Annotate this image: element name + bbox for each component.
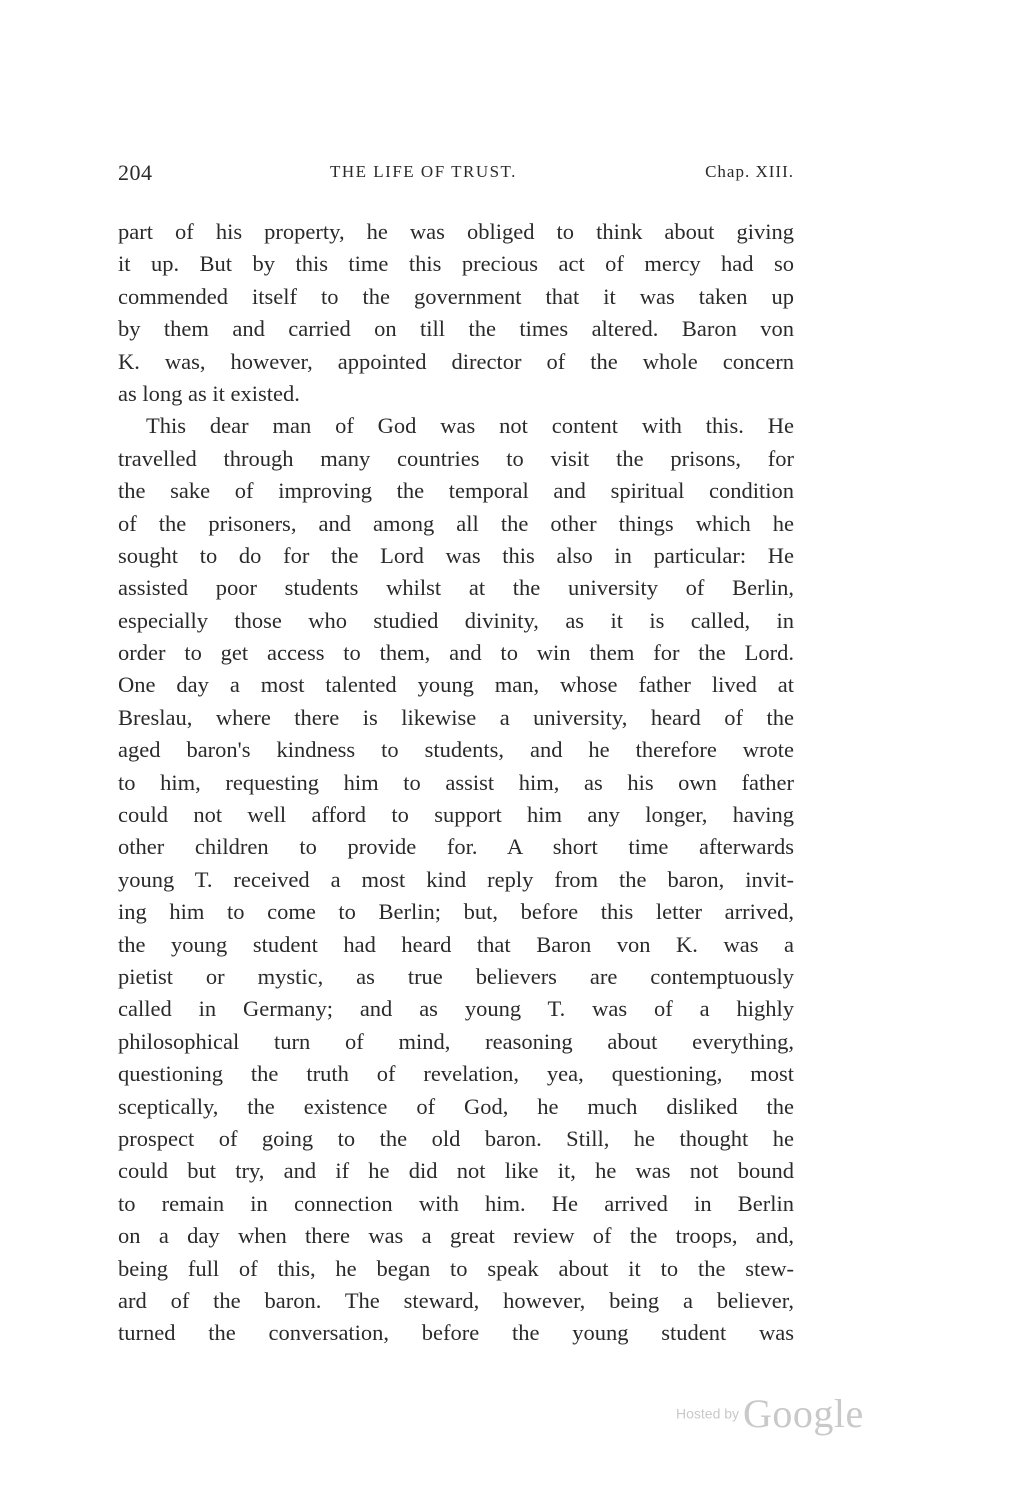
text-line: to remain in connection with him. He arrived in Berlin	[118, 1190, 794, 1216]
text-line: the sake of improving the temporal and spiritual condition	[118, 478, 794, 504]
text-line: assisted poor students whilst at the university of Berlin,	[118, 575, 794, 601]
text-line: called in Germany; and as young T. was of a highly	[118, 996, 794, 1022]
text-line: philosophical turn of mind, reasoning about everything,	[118, 1028, 794, 1054]
hosted-by-watermark	[676, 1390, 896, 1440]
text-line: to him, requesting him to assist him, as his own father	[118, 769, 794, 795]
body-text	[118, 216, 794, 1350]
text-line: could not well afford to support him any longer, having	[118, 802, 794, 828]
text-line: young T. received a most kind reply from the baron, invit-	[118, 866, 794, 892]
page-number: 204	[118, 160, 153, 185]
text-line: the young student had heard that Baron von K. was a	[118, 931, 794, 957]
text-line: sought to do for the Lord was this also in particular: He	[118, 542, 794, 568]
text-line: it up. But by this time this precious act of mercy had so	[118, 251, 794, 277]
text-line: by them and carried on till the times altered. Baron von	[118, 316, 794, 342]
text-line: K. was, however, appointed director of the whole concern	[118, 348, 794, 374]
text-line: part of his property, he was obliged to think about giving	[118, 219, 794, 244]
text-line: prospect of going to the old baron. Still, he thought he	[118, 1125, 794, 1151]
watermark-prefix: Hosted by	[676, 1405, 740, 1422]
text-line: aged baron's kindness to students, and he therefore wrote	[118, 737, 794, 763]
text-line: sceptically, the existence of God, he much disliked the	[118, 1093, 794, 1119]
text-line: This dear man of God was not content with this. He	[146, 413, 794, 439]
text-line: of the prisoners, and among all the other things which he	[118, 510, 794, 536]
text-line: could but try, and if he did not like it, he was not bound	[118, 1158, 794, 1184]
text-line: order to get access to them, and to win them for the Lord.	[118, 640, 794, 666]
text-line: other children to provide for. A short time afterwards	[118, 834, 794, 860]
text-line: ing him to come to Berlin; but, before this letter arrived,	[118, 899, 794, 925]
text-line: on a day when there was a great review of the troops, and,	[118, 1223, 794, 1249]
text-line: ard of the baron. The steward, however, being a believer,	[118, 1287, 794, 1313]
text-line: Breslau, where there is likewise a university, heard of the	[118, 704, 794, 730]
text-line: turned the conversation, before the young student was	[118, 1320, 794, 1346]
text-line: travelled through many countries to visit the prisons, for	[118, 445, 794, 471]
text-line: commended itself to the government that it was taken up	[118, 283, 794, 309]
running-head	[118, 160, 794, 190]
text-line: One day a most talented young man, whose father lived at	[118, 672, 794, 698]
text-line: pietist or mystic, as true believers are contemptuously	[118, 963, 794, 989]
chapter-label: Chap. XIII.	[705, 162, 794, 181]
text-line: especially those who studied divinity, as it is called, in	[118, 607, 794, 633]
text-line: questioning the truth of revelation, yea, questioning, most	[118, 1061, 794, 1087]
google-logo: Google	[743, 1391, 864, 1436]
text-line: being full of this, he began to speak about it to the stew-	[118, 1255, 794, 1281]
book-title: THE LIFE OF TRUST.	[330, 162, 517, 181]
text-line: as long as it existed.	[118, 380, 300, 406]
